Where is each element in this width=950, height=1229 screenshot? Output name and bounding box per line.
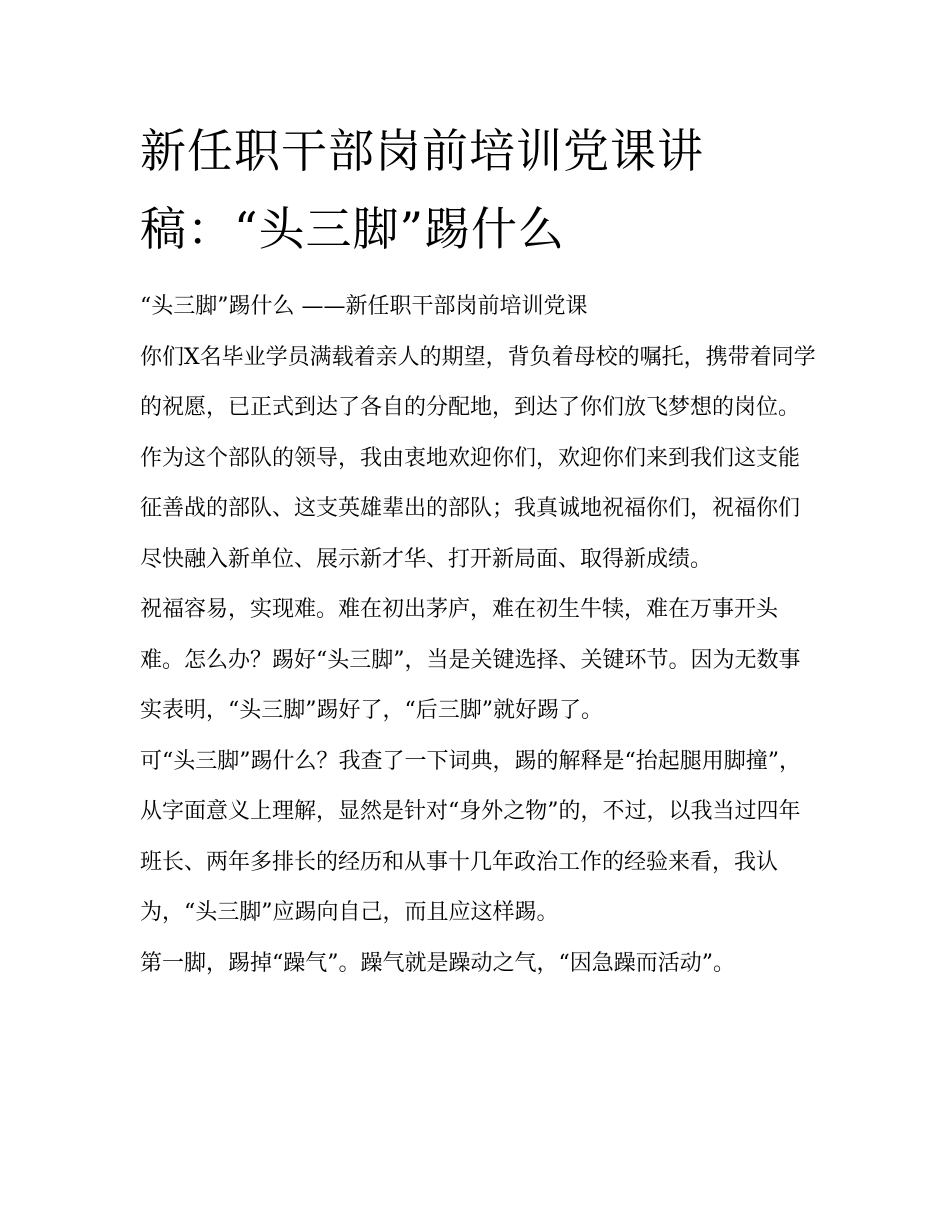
paragraph-1: 你们X名毕业学员满载着亲人的期望，背负着母校的嘱托，携带着同学的祝愿，已正式到达了各自的分配地，到达了你们放飞梦想的岗位。作为这个部队的领导，我由衷地欢迎你们，欢迎你们来到我们这支能征善战的部队、这支英雄辈出的部队；我真诚地祝福你们，祝福你们尽快融入新单位、展示新才华、打开新局面、取得新成绩。 [140,344,816,572]
document-title: 新任职干部岗前培训党课讲稿：“头三脚”踢什么 [140,124,704,256]
paragraph-4: 第一脚，踢掉“躁气”。躁气就是躁动之气，“因急躁而活动”。 [140,950,735,976]
document-body [140,282,820,989]
paragraph-2: 祝福容易，实现难。难在初出茅庐，难在初生牛犊，难在万事开头难。怎么办？踢好“头三脚”，当是关键选择、关键环节。因为无数事实表明，“头三脚”踢好了，“后三脚”就好踢了。 [140,597,801,723]
document-subtitle: “头三脚”踢什么 ——新任职干部岗前培训党课 [140,294,588,319]
paragraph-3: 可“头三脚”踢什么？我查了一下词典，踢的解释是“抬起腿用脚撞”，从字面意义上理解，显然是针对“身外之物”的，不过，以我当过四年班长、两年多排长的经历和从事十几年政治工作的经验来看，我认为，“头三脚”应踢向自己，而且应这样踢。 [140,748,801,925]
